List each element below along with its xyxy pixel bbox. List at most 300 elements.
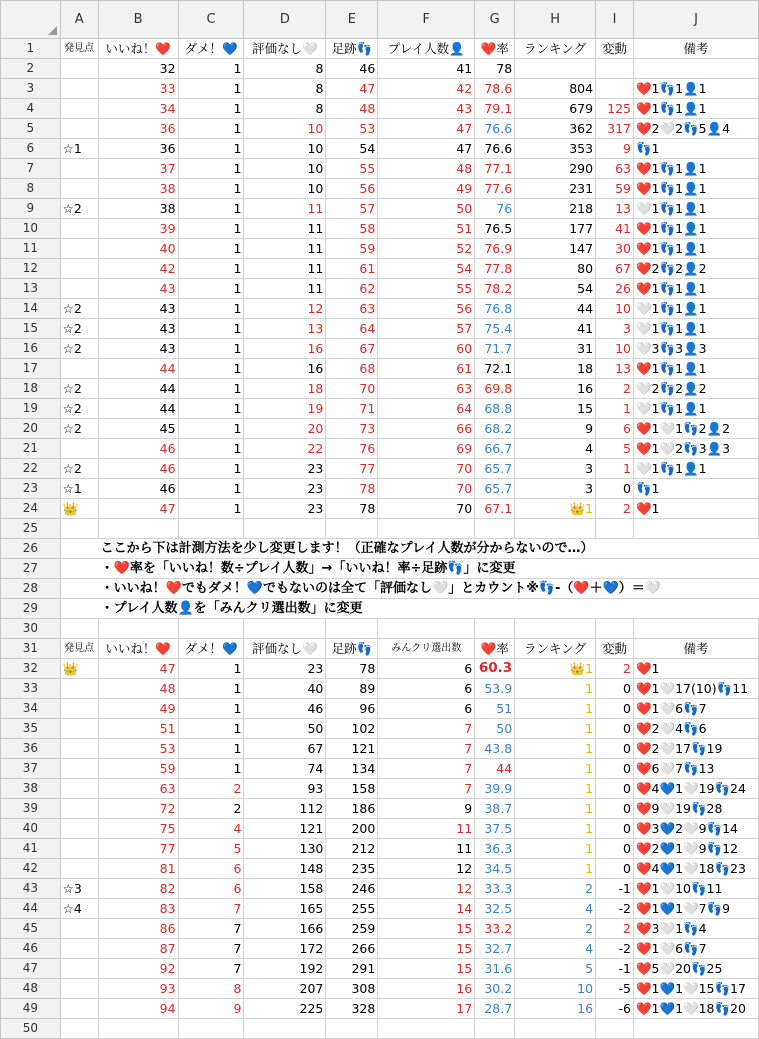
cell-i[interactable]: 0 bbox=[596, 739, 634, 759]
cell-c[interactable]: 2 bbox=[178, 799, 244, 819]
cell-b[interactable]: 39 bbox=[98, 219, 178, 239]
cell-f[interactable] bbox=[378, 519, 475, 539]
cell-i[interactable]: 67 bbox=[596, 259, 634, 279]
cell-b[interactable]: 83 bbox=[98, 899, 178, 919]
cell-g[interactable]: 32.5 bbox=[475, 899, 515, 919]
cell-e[interactable]: 134 bbox=[326, 759, 378, 779]
cell-e[interactable]: 78 bbox=[326, 479, 378, 499]
cell-f[interactable]: 42 bbox=[378, 79, 475, 99]
cell-g[interactable]: 34.5 bbox=[475, 859, 515, 879]
cell-h[interactable] bbox=[515, 1019, 596, 1039]
row-header[interactable]: 50 bbox=[1, 1019, 61, 1039]
cell-b[interactable]: 38 bbox=[98, 199, 178, 219]
cell-j[interactable]: 👣1 bbox=[633, 139, 758, 159]
row-header[interactable]: 24 bbox=[1, 499, 61, 519]
cell-j[interactable]: 🤍3👣3👤3 bbox=[633, 339, 758, 359]
cell-g[interactable]: 77.1 bbox=[475, 159, 515, 179]
cell-c[interactable]: 1 bbox=[178, 199, 244, 219]
cell-a[interactable] bbox=[60, 959, 98, 979]
cell-j[interactable]: ❤️2💙1🤍9👣12 bbox=[633, 839, 758, 859]
cell-d[interactable]: 22 bbox=[244, 439, 326, 459]
cell-b[interactable]: 37 bbox=[98, 159, 178, 179]
cell-i[interactable]: 0 bbox=[596, 859, 634, 879]
cell-h[interactable]: 3 bbox=[515, 479, 596, 499]
cell-c[interactable]: 1 bbox=[178, 239, 244, 259]
cell-c[interactable]: 1 bbox=[178, 679, 244, 699]
cell-d[interactable]: 23 bbox=[244, 659, 326, 679]
cell-b[interactable]: 36 bbox=[98, 119, 178, 139]
cell-c[interactable]: 9 bbox=[178, 999, 244, 1019]
cell-a[interactable] bbox=[60, 839, 98, 859]
cell-h[interactable]: 👑1 bbox=[515, 499, 596, 519]
cell-g[interactable]: 65.7 bbox=[475, 479, 515, 499]
cell-a[interactable] bbox=[60, 539, 98, 559]
cell-h[interactable]: 5 bbox=[515, 959, 596, 979]
cell-e[interactable]: 48 bbox=[326, 99, 378, 119]
cell-j[interactable]: 🤍1👣1👤1 bbox=[633, 319, 758, 339]
cell-j[interactable]: ❤️1🤍6👣7 bbox=[633, 939, 758, 959]
cell-e[interactable]: 53 bbox=[326, 119, 378, 139]
cell-a[interactable]: ☆2 bbox=[60, 299, 98, 319]
column-header-a[interactable]: A bbox=[60, 1, 98, 39]
cell-g[interactable]: 76.9 bbox=[475, 239, 515, 259]
cell-a[interactable] bbox=[60, 159, 98, 179]
column-header-d[interactable]: D bbox=[244, 1, 326, 39]
cell-b[interactable]: 86 bbox=[98, 919, 178, 939]
cell-h[interactable]: 10 bbox=[515, 979, 596, 999]
cell-a[interactable] bbox=[60, 619, 98, 639]
cell-g[interactable] bbox=[475, 1019, 515, 1039]
cell-e[interactable]: 57 bbox=[326, 199, 378, 219]
cell-g[interactable] bbox=[475, 619, 515, 639]
cell-i[interactable]: 2 bbox=[596, 379, 634, 399]
cell-f[interactable]: 15 bbox=[378, 939, 475, 959]
row-header[interactable]: 44 bbox=[1, 899, 61, 919]
cell-a[interactable]: ☆2 bbox=[60, 419, 98, 439]
cell-e[interactable]: 46 bbox=[326, 59, 378, 79]
cell-f[interactable]: 6 bbox=[378, 699, 475, 719]
cell-b[interactable]: 44 bbox=[98, 359, 178, 379]
cell-d[interactable]: 8 bbox=[244, 79, 326, 99]
cell-b[interactable]: 45 bbox=[98, 419, 178, 439]
row-header[interactable]: 34 bbox=[1, 699, 61, 719]
cell-i[interactable]: 26 bbox=[596, 279, 634, 299]
cell-f[interactable]: 12 bbox=[378, 879, 475, 899]
cell-e[interactable]: 67 bbox=[326, 339, 378, 359]
cell-i[interactable]: -1 bbox=[596, 879, 634, 899]
cell-b[interactable]: 47 bbox=[98, 659, 178, 679]
row-header[interactable]: 12 bbox=[1, 259, 61, 279]
cell-f[interactable]: 56 bbox=[378, 299, 475, 319]
cell-h[interactable]: 1 bbox=[515, 859, 596, 879]
cell-c[interactable]: 1 bbox=[178, 59, 244, 79]
cell-b[interactable]: 43 bbox=[98, 299, 178, 319]
cell-i[interactable]: 5 bbox=[596, 439, 634, 459]
cell-i[interactable]: 13 bbox=[596, 199, 634, 219]
cell-f[interactable]: 17 bbox=[378, 999, 475, 1019]
cell-j[interactable]: ❤️1🤍17(10)👣11 bbox=[633, 679, 758, 699]
cell-a[interactable] bbox=[60, 979, 98, 999]
row-header[interactable]: 6 bbox=[1, 139, 61, 159]
cell-i[interactable]: 13 bbox=[596, 359, 634, 379]
cell-f[interactable]: 47 bbox=[378, 119, 475, 139]
cell-f[interactable]: 49 bbox=[378, 179, 475, 199]
cell-i[interactable]: 2 bbox=[596, 919, 634, 939]
cell-f[interactable]: 57 bbox=[378, 319, 475, 339]
cell-h[interactable]: 1 bbox=[515, 799, 596, 819]
cell-c[interactable]: 1 bbox=[178, 359, 244, 379]
cell-b[interactable]: 44 bbox=[98, 379, 178, 399]
cell-g[interactable]: 31.6 bbox=[475, 959, 515, 979]
header-cell-d[interactable]: 評価なし🤍 bbox=[244, 39, 326, 59]
cell-b[interactable]: 46 bbox=[98, 439, 178, 459]
header-cell-a[interactable]: 発見点 bbox=[60, 639, 98, 659]
header-cell-g[interactable]: ❤️率 bbox=[475, 39, 515, 59]
row-header[interactable]: 43 bbox=[1, 879, 61, 899]
cell-a[interactable] bbox=[60, 819, 98, 839]
cell-i[interactable]: 41 bbox=[596, 219, 634, 239]
cell-h[interactable]: 9 bbox=[515, 419, 596, 439]
cell-b[interactable]: 44 bbox=[98, 399, 178, 419]
cell-d[interactable]: 16 bbox=[244, 339, 326, 359]
cell-j[interactable]: ❤️1👣1👤1 bbox=[633, 239, 758, 259]
cell-c[interactable]: 1 bbox=[178, 179, 244, 199]
cell-g[interactable]: 72.1 bbox=[475, 359, 515, 379]
cell-c[interactable] bbox=[178, 519, 244, 539]
row-header[interactable]: 11 bbox=[1, 239, 61, 259]
cell-g[interactable]: 30.2 bbox=[475, 979, 515, 999]
row-header[interactable]: 42 bbox=[1, 859, 61, 879]
row-header[interactable]: 45 bbox=[1, 919, 61, 939]
cell-d[interactable]: 93 bbox=[244, 779, 326, 799]
cell-g[interactable]: 76 bbox=[475, 199, 515, 219]
cell-c[interactable]: 1 bbox=[178, 459, 244, 479]
cell-i[interactable]: 0 bbox=[596, 779, 634, 799]
column-header-i[interactable]: I bbox=[596, 1, 634, 39]
cell-b[interactable] bbox=[98, 519, 178, 539]
cell-e[interactable]: 89 bbox=[326, 679, 378, 699]
cell-g[interactable]: 66.7 bbox=[475, 439, 515, 459]
cell-g[interactable]: 39.9 bbox=[475, 779, 515, 799]
cell-c[interactable]: 1 bbox=[178, 79, 244, 99]
cell-j[interactable]: ❤️6🤍7👣13 bbox=[633, 759, 758, 779]
row-header[interactable]: 13 bbox=[1, 279, 61, 299]
cell-e[interactable]: 158 bbox=[326, 779, 378, 799]
cell-b[interactable] bbox=[98, 619, 178, 639]
cell-g[interactable]: 33.2 bbox=[475, 919, 515, 939]
cell-i[interactable]: 10 bbox=[596, 339, 634, 359]
column-header-c[interactable]: C bbox=[178, 1, 244, 39]
cell-h[interactable]: 16 bbox=[515, 379, 596, 399]
row-header[interactable]: 27 bbox=[1, 559, 61, 579]
header-cell-a[interactable]: 発見点 bbox=[60, 39, 98, 59]
cell-e[interactable]: 291 bbox=[326, 959, 378, 979]
cell-i[interactable]: 6 bbox=[596, 419, 634, 439]
cell-j[interactable]: ❤️2👣2👤2 bbox=[633, 259, 758, 279]
cell-b[interactable]: 53 bbox=[98, 739, 178, 759]
cell-d[interactable]: 166 bbox=[244, 919, 326, 939]
row-header[interactable]: 14 bbox=[1, 299, 61, 319]
cell-i[interactable]: 125 bbox=[596, 99, 634, 119]
cell-a[interactable] bbox=[60, 519, 98, 539]
cell-a[interactable] bbox=[60, 699, 98, 719]
cell-a[interactable] bbox=[60, 919, 98, 939]
cell-j[interactable]: ❤️1🤍2👣3👤3 bbox=[633, 439, 758, 459]
cell-e[interactable]: 55 bbox=[326, 159, 378, 179]
cell-c[interactable]: 7 bbox=[178, 919, 244, 939]
cell-c[interactable]: 1 bbox=[178, 439, 244, 459]
cell-j[interactable] bbox=[633, 1019, 758, 1039]
cell-h[interactable]: 1 bbox=[515, 779, 596, 799]
cell-h[interactable] bbox=[515, 59, 596, 79]
cell-h[interactable]: 2 bbox=[515, 879, 596, 899]
cell-d[interactable]: 11 bbox=[244, 219, 326, 239]
cell-h[interactable]: 177 bbox=[515, 219, 596, 239]
cell-d[interactable]: 67 bbox=[244, 739, 326, 759]
cell-f[interactable]: 70 bbox=[378, 459, 475, 479]
cell-e[interactable]: 73 bbox=[326, 419, 378, 439]
cell-f[interactable]: 47 bbox=[378, 139, 475, 159]
cell-i[interactable]: 317 bbox=[596, 119, 634, 139]
cell-a[interactable] bbox=[60, 939, 98, 959]
cell-j[interactable]: ❤️2🤍17👣19 bbox=[633, 739, 758, 759]
cell-c[interactable]: 1 bbox=[178, 259, 244, 279]
cell-g[interactable]: 44 bbox=[475, 759, 515, 779]
cell-h[interactable]: 1 bbox=[515, 839, 596, 859]
cell-a[interactable] bbox=[60, 859, 98, 879]
cell-a[interactable]: ☆2 bbox=[60, 199, 98, 219]
cell-j[interactable]: ❤️1👣1👤1 bbox=[633, 159, 758, 179]
cell-a[interactable]: ☆2 bbox=[60, 459, 98, 479]
cell-c[interactable]: 1 bbox=[178, 399, 244, 419]
cell-c[interactable]: 1 bbox=[178, 739, 244, 759]
cell-a[interactable]: ☆2 bbox=[60, 319, 98, 339]
cell-h[interactable]: 1 bbox=[515, 679, 596, 699]
cell-g[interactable]: 77.6 bbox=[475, 179, 515, 199]
cell-b[interactable]: 43 bbox=[98, 279, 178, 299]
cell-h[interactable]: 1 bbox=[515, 759, 596, 779]
cell-e[interactable]: 76 bbox=[326, 439, 378, 459]
header-cell-c[interactable]: ダメ！💙 bbox=[178, 39, 244, 59]
cell-b[interactable] bbox=[98, 1019, 178, 1039]
cell-b[interactable]: 46 bbox=[98, 459, 178, 479]
cell-d[interactable]: 13 bbox=[244, 319, 326, 339]
cell-i[interactable]: -5 bbox=[596, 979, 634, 999]
header-cell-f[interactable]: プレイ人数👤 bbox=[378, 39, 475, 59]
cell-c[interactable] bbox=[178, 1019, 244, 1039]
cell-d[interactable]: 10 bbox=[244, 139, 326, 159]
cell-j[interactable]: ❤️1💙1🤍7👣9 bbox=[633, 899, 758, 919]
cell-d[interactable]: 225 bbox=[244, 999, 326, 1019]
cell-d[interactable]: 11 bbox=[244, 239, 326, 259]
cell-g[interactable]: 32.7 bbox=[475, 939, 515, 959]
cell-i[interactable]: 0 bbox=[596, 699, 634, 719]
cell-j[interactable]: 🤍1👣1👤1 bbox=[633, 299, 758, 319]
cell-a[interactable] bbox=[60, 79, 98, 99]
cell-d[interactable]: 207 bbox=[244, 979, 326, 999]
row-header[interactable]: 3 bbox=[1, 79, 61, 99]
row-header[interactable]: 48 bbox=[1, 979, 61, 999]
cell-d[interactable]: 121 bbox=[244, 819, 326, 839]
cell-i[interactable]: 0 bbox=[596, 819, 634, 839]
cell-e[interactable]: 102 bbox=[326, 719, 378, 739]
cell-b[interactable]: 93 bbox=[98, 979, 178, 999]
cell-d[interactable]: 23 bbox=[244, 499, 326, 519]
cell-c[interactable]: 1 bbox=[178, 759, 244, 779]
cell-h[interactable]: 4 bbox=[515, 439, 596, 459]
cell-f[interactable]: 43 bbox=[378, 99, 475, 119]
cell-d[interactable]: 50 bbox=[244, 719, 326, 739]
cell-a[interactable]: ☆3 bbox=[60, 879, 98, 899]
cell-i[interactable]: 0 bbox=[596, 839, 634, 859]
cell-j[interactable]: ❤️1 bbox=[633, 659, 758, 679]
note-text[interactable]: ・いいね！❤️でもダメ！💙でもないのは全て「評価なし🤍」とカウント※👣-（❤️＋💙）＝🤍 bbox=[98, 579, 758, 599]
cell-h[interactable] bbox=[515, 619, 596, 639]
cell-h[interactable]: 15 bbox=[515, 399, 596, 419]
row-header[interactable]: 21 bbox=[1, 439, 61, 459]
cell-f[interactable]: 70 bbox=[378, 499, 475, 519]
cell-g[interactable]: 69.8 bbox=[475, 379, 515, 399]
header-cell-h[interactable]: ランキング bbox=[515, 639, 596, 659]
cell-a[interactable] bbox=[60, 259, 98, 279]
header-cell-j[interactable]: 備考 bbox=[633, 39, 758, 59]
row-header[interactable]: 30 bbox=[1, 619, 61, 639]
header-cell-c[interactable]: ダメ！💙 bbox=[178, 639, 244, 659]
cell-i[interactable]: 2 bbox=[596, 659, 634, 679]
row-header[interactable]: 40 bbox=[1, 819, 61, 839]
row-header[interactable]: 1 bbox=[1, 39, 61, 59]
cell-b[interactable]: 75 bbox=[98, 819, 178, 839]
cell-a[interactable] bbox=[60, 779, 98, 799]
cell-g[interactable]: 76.6 bbox=[475, 139, 515, 159]
cell-g[interactable]: 75.4 bbox=[475, 319, 515, 339]
cell-d[interactable]: 165 bbox=[244, 899, 326, 919]
cell-d[interactable] bbox=[244, 1019, 326, 1039]
cell-f[interactable]: 54 bbox=[378, 259, 475, 279]
cell-d[interactable]: 10 bbox=[244, 159, 326, 179]
cell-j[interactable]: 🤍1👣1👤1 bbox=[633, 199, 758, 219]
cell-j[interactable]: ❤️1🤍6👣7 bbox=[633, 699, 758, 719]
cell-f[interactable]: 51 bbox=[378, 219, 475, 239]
cell-a[interactable] bbox=[60, 739, 98, 759]
row-header[interactable]: 20 bbox=[1, 419, 61, 439]
cell-h[interactable]: 1 bbox=[515, 819, 596, 839]
cell-i[interactable] bbox=[596, 79, 634, 99]
cell-j[interactable]: ❤️5🤍20👣25 bbox=[633, 959, 758, 979]
cell-e[interactable]: 63 bbox=[326, 299, 378, 319]
cell-e[interactable]: 78 bbox=[326, 659, 378, 679]
row-header[interactable]: 33 bbox=[1, 679, 61, 699]
cell-c[interactable]: 1 bbox=[178, 279, 244, 299]
cell-f[interactable]: 52 bbox=[378, 239, 475, 259]
cell-e[interactable]: 121 bbox=[326, 739, 378, 759]
cell-e[interactable]: 266 bbox=[326, 939, 378, 959]
cell-e[interactable]: 61 bbox=[326, 259, 378, 279]
cell-a[interactable] bbox=[60, 179, 98, 199]
cell-d[interactable]: 8 bbox=[244, 99, 326, 119]
cell-g[interactable]: 67.1 bbox=[475, 499, 515, 519]
cell-f[interactable]: 69 bbox=[378, 439, 475, 459]
row-header[interactable]: 46 bbox=[1, 939, 61, 959]
cell-f[interactable]: 12 bbox=[378, 859, 475, 879]
row-header[interactable]: 37 bbox=[1, 759, 61, 779]
header-cell-e[interactable]: 足跡👣 bbox=[326, 639, 378, 659]
cell-a[interactable]: ☆2 bbox=[60, 379, 98, 399]
cell-c[interactable]: 1 bbox=[178, 699, 244, 719]
cell-g[interactable]: 76.8 bbox=[475, 299, 515, 319]
cell-g[interactable]: 65.7 bbox=[475, 459, 515, 479]
cell-f[interactable]: 16 bbox=[378, 979, 475, 999]
cell-d[interactable]: 19 bbox=[244, 399, 326, 419]
cell-c[interactable]: 1 bbox=[178, 419, 244, 439]
cell-j[interactable]: ❤️1👣1👤1 bbox=[633, 279, 758, 299]
cell-h[interactable]: 18 bbox=[515, 359, 596, 379]
cell-g[interactable]: 68.8 bbox=[475, 399, 515, 419]
column-header-b[interactable]: B bbox=[98, 1, 178, 39]
cell-c[interactable]: 8 bbox=[178, 979, 244, 999]
header-cell-b[interactable]: いいね！❤️ bbox=[98, 639, 178, 659]
cell-f[interactable]: 48 bbox=[378, 159, 475, 179]
cell-i[interactable] bbox=[596, 59, 634, 79]
cell-c[interactable]: 1 bbox=[178, 159, 244, 179]
cell-i[interactable]: 0 bbox=[596, 679, 634, 699]
cell-a[interactable] bbox=[60, 719, 98, 739]
column-header-g[interactable]: G bbox=[475, 1, 515, 39]
note-text[interactable]: ・プレイ人数👤を「みんクリ選出数」に変更 bbox=[98, 599, 758, 619]
cell-d[interactable]: 158 bbox=[244, 879, 326, 899]
cell-g[interactable]: 60.3 bbox=[475, 659, 515, 679]
row-header[interactable]: 16 bbox=[1, 339, 61, 359]
cell-h[interactable]: 1 bbox=[515, 699, 596, 719]
select-all-corner[interactable] bbox=[1, 1, 61, 39]
row-header[interactable]: 49 bbox=[1, 999, 61, 1019]
cell-f[interactable]: 7 bbox=[378, 719, 475, 739]
row-header[interactable]: 47 bbox=[1, 959, 61, 979]
cell-g[interactable]: 78 bbox=[475, 59, 515, 79]
cell-g[interactable]: 50 bbox=[475, 719, 515, 739]
cell-a[interactable] bbox=[60, 219, 98, 239]
cell-a[interactable] bbox=[60, 279, 98, 299]
cell-g[interactable]: 28.7 bbox=[475, 999, 515, 1019]
row-header[interactable]: 19 bbox=[1, 399, 61, 419]
cell-f[interactable]: 63 bbox=[378, 379, 475, 399]
cell-f[interactable]: 15 bbox=[378, 919, 475, 939]
cell-b[interactable]: 47 bbox=[98, 499, 178, 519]
cell-h[interactable]: 54 bbox=[515, 279, 596, 299]
row-header[interactable]: 35 bbox=[1, 719, 61, 739]
cell-e[interactable]: 70 bbox=[326, 379, 378, 399]
cell-a[interactable] bbox=[60, 439, 98, 459]
cell-j[interactable]: ❤️1🤍1👣2👤2 bbox=[633, 419, 758, 439]
cell-f[interactable] bbox=[378, 1019, 475, 1039]
cell-h[interactable]: 👑1 bbox=[515, 659, 596, 679]
cell-j[interactable]: ❤️4💙1🤍19👣24 bbox=[633, 779, 758, 799]
cell-e[interactable]: 56 bbox=[326, 179, 378, 199]
cell-b[interactable]: 36 bbox=[98, 139, 178, 159]
cell-h[interactable] bbox=[515, 519, 596, 539]
cell-d[interactable]: 20 bbox=[244, 419, 326, 439]
cell-e[interactable]: 47 bbox=[326, 79, 378, 99]
cell-c[interactable]: 1 bbox=[178, 339, 244, 359]
cell-f[interactable]: 70 bbox=[378, 479, 475, 499]
cell-c[interactable]: 1 bbox=[178, 299, 244, 319]
row-header[interactable]: 36 bbox=[1, 739, 61, 759]
cell-f[interactable]: 15 bbox=[378, 959, 475, 979]
cell-j[interactable]: ❤️1 bbox=[633, 499, 758, 519]
cell-d[interactable]: 10 bbox=[244, 119, 326, 139]
cell-j[interactable]: ❤️2🤍2👣5👤4 bbox=[633, 119, 758, 139]
cell-e[interactable]: 308 bbox=[326, 979, 378, 999]
